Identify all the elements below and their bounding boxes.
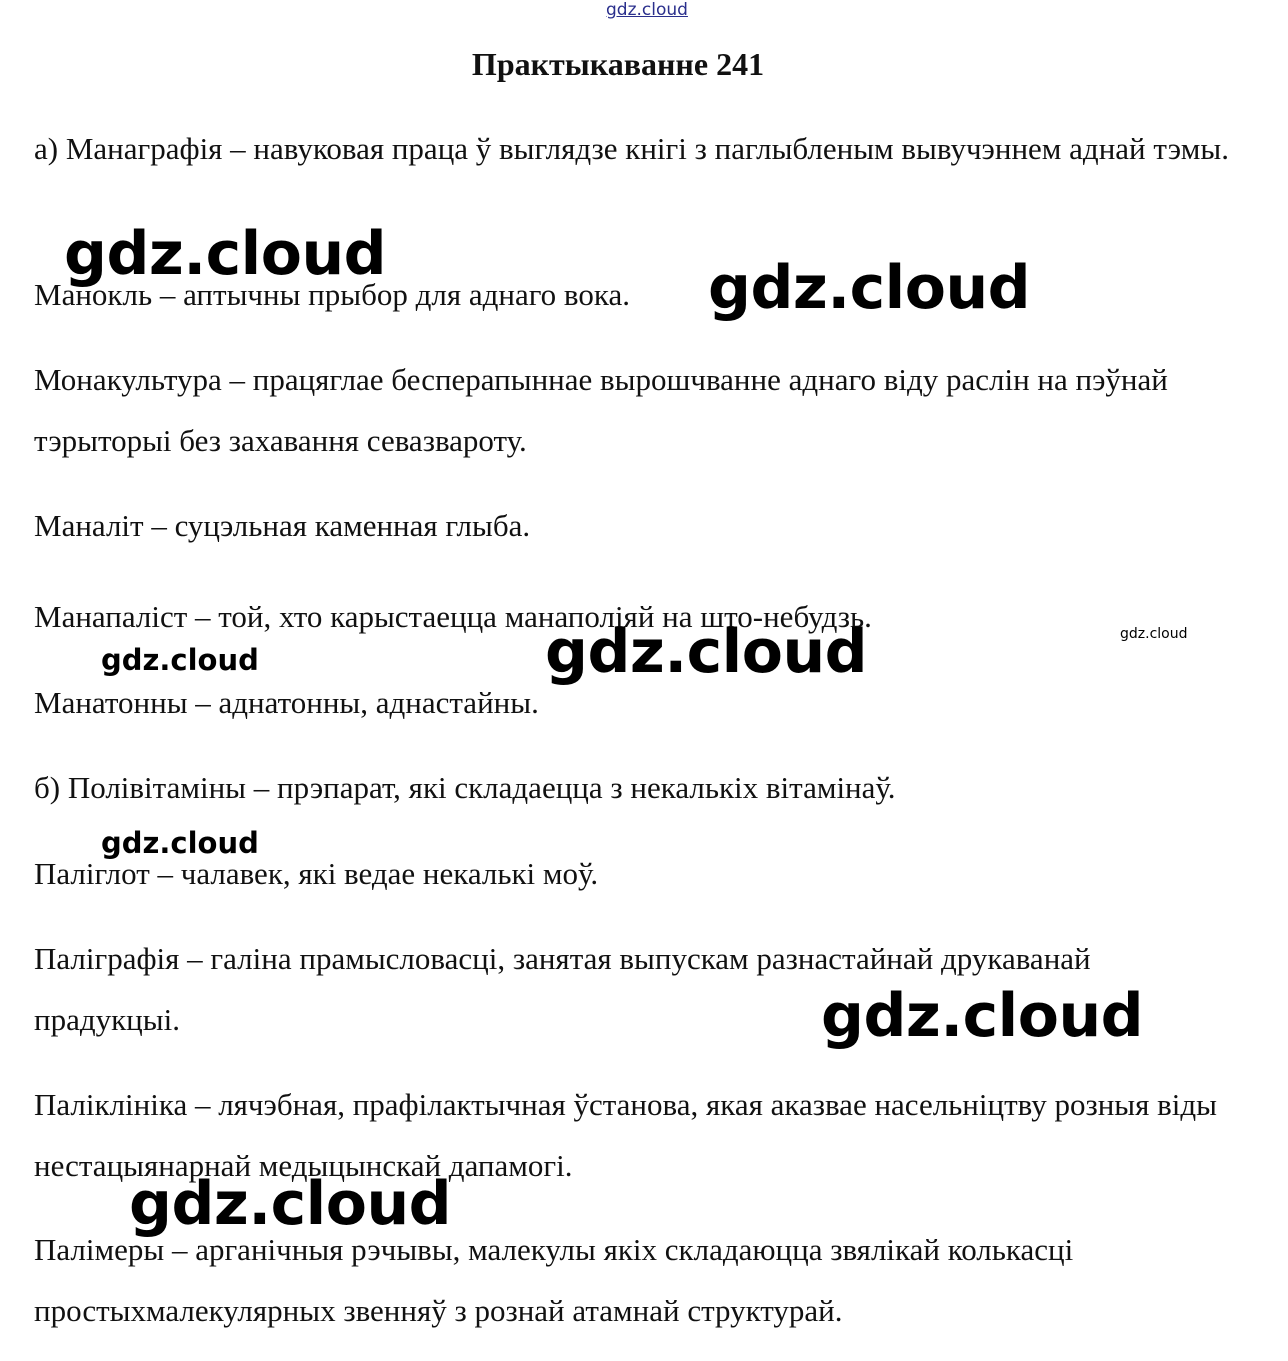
paragraph-monolith: Маналіт – суцэльная каменная глыба.	[34, 508, 531, 543]
paragraph-monopolist: Манапаліст – той, хто карыстаецца манаполіяй на што-небудзь.	[34, 599, 872, 634]
paragraph-monocle: Манокль – аптычны прыбор для аднаго вока.	[34, 277, 630, 312]
paragraph-monoculture: Монакультура – працяглае бесперапыннае вырошчванне аднаго віду раслін на пэўнай тэрыторыі без захавання севазвароту.	[34, 362, 1168, 458]
paragraph-polymers: Палімеры – арганічныя рэчывы, малекулы якіх складаюцца звялікай колькасці простыхмалекулярных звенняў з рознай атамнай структурай.	[34, 1232, 1074, 1328]
page-title: Практыкаванне 241	[471, 46, 765, 82]
header-link[interactable]: gdz.cloud	[606, 0, 688, 20]
watermark-large: gdz.cloud	[821, 981, 1144, 1051]
paragraph-polyglot: Паліглот – чалавек, які ведае некалькі моў.	[34, 856, 599, 891]
watermark-large: gdz.cloud	[545, 617, 868, 687]
watermark-medium: gdz.cloud	[101, 826, 259, 860]
watermark-large: gdz.cloud	[708, 253, 1031, 323]
paragraph-polygraphy: Паліграфія – галіна прамысловасці, занятая выпускам разнастайнай друкаванай прадукцыі.	[34, 941, 1091, 1037]
watermark-large: gdz.cloud	[64, 219, 387, 289]
paragraph-monograph: а) Манаграфія – навуковая праца ў выглядзе кнігі з паглыбленым вывучэннем аднай тэмы.	[34, 131, 1229, 166]
paragraph-monotone: Манатонны – аднатонны, аднастайны.	[34, 685, 539, 720]
paragraph-polyclinic: Паліклініка – лячэбная, прафілактычная ўстанова, якая аказвае насельніцтву розныя віды нестацыянарнай медыцынскай дапамогі.	[34, 1087, 1217, 1183]
watermark-medium: gdz.cloud	[101, 643, 259, 677]
watermark-large: gdz.cloud	[129, 1169, 452, 1239]
paragraph-polyvitamins: б) Полівітаміны – прэпарат, які складаецца з некалькіх вітамінаў.	[34, 770, 896, 805]
watermark-small: gdz.cloud	[1120, 626, 1188, 642]
